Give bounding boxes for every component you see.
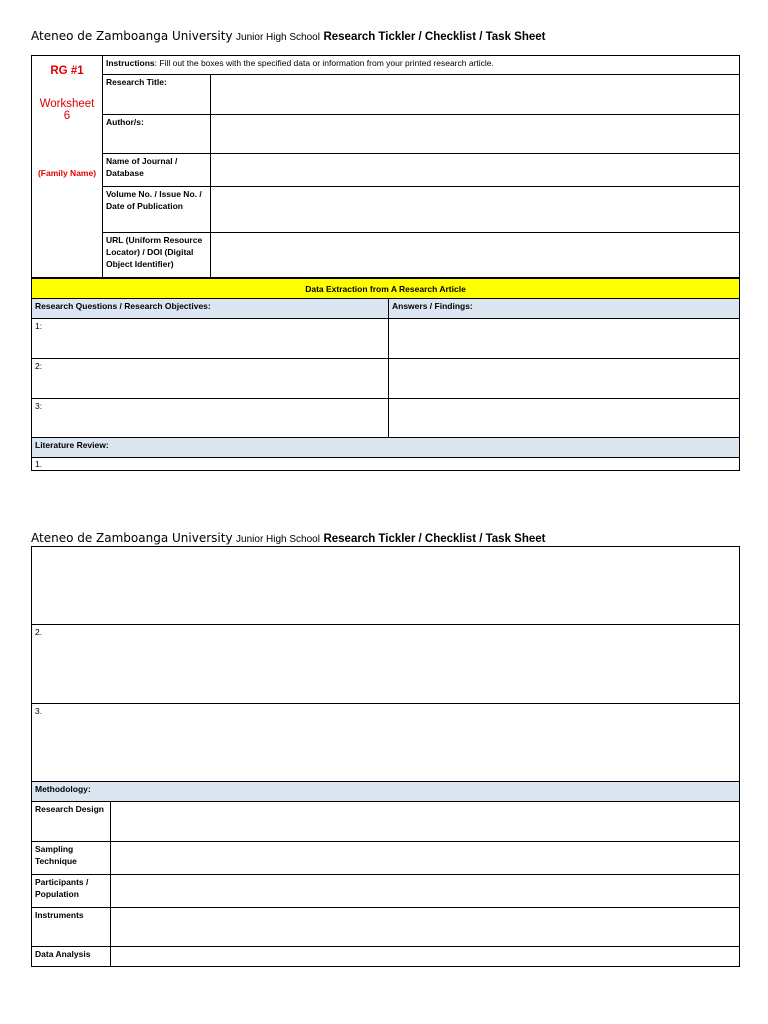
page2-header (31, 531, 545, 545)
col-header-answers: Answers / Findings: (389, 299, 740, 319)
university-name: Ateneo de Zamboanga University (31, 531, 233, 545)
answer-row-3[interactable] (389, 399, 740, 438)
method-label-research-design: Research Design (32, 802, 111, 842)
field-value-journal[interactable] (211, 154, 740, 187)
university-name: Ateneo de Zamboanga University (31, 29, 233, 43)
school-name: Junior High School (236, 534, 320, 545)
worksheet-label: Worksheet 6 (39, 98, 95, 122)
method-value-data-analysis[interactable] (111, 947, 740, 967)
question-row-2[interactable]: 2: (32, 359, 389, 399)
page2-table (31, 546, 740, 967)
field-label-url: URL (Uniform Resource Locator) / DOI (Digital Object Identifier) (103, 233, 211, 278)
method-value-sampling[interactable] (111, 842, 740, 875)
field-label-journal: Name of Journal / Database (103, 154, 211, 187)
id-cell (32, 56, 103, 278)
field-value-research-title[interactable] (211, 75, 740, 115)
school-name: Junior High School (236, 32, 320, 43)
rg-label: RG #1 (50, 65, 84, 77)
literature-item-3[interactable]: 3. (32, 704, 740, 782)
field-label-research-title: Research Title: (103, 75, 211, 115)
method-label-sampling: Sampling Technique (32, 842, 111, 875)
answer-row-1[interactable] (389, 319, 740, 359)
literature-item-1-continued[interactable] (32, 547, 740, 625)
literature-item-2[interactable]: 2. (32, 625, 740, 704)
instructions-text: : Fill out the boxes with the specified data or information from your printed research article. (154, 58, 494, 68)
method-value-participants[interactable] (111, 875, 740, 908)
literature-review-header: Literature Review: (32, 438, 740, 458)
instructions (103, 56, 740, 75)
question-row-1[interactable]: 1: (32, 319, 389, 359)
field-value-url[interactable] (211, 233, 740, 278)
article-info-table (31, 55, 740, 278)
field-label-authors: Author/s: (103, 115, 211, 154)
extraction-banner: Data Extraction from A Research Article (32, 279, 740, 299)
field-label-volume: Volume No. / Issue No. / Date of Publication (103, 187, 211, 233)
method-label-participants: Participants / Population (32, 875, 111, 908)
page1-header (31, 29, 545, 43)
sheet-title: Research Tickler / Checklist / Task Sheet (323, 31, 546, 43)
instructions-label: Instructions (106, 58, 155, 68)
sheet-title: Research Tickler / Checklist / Task Sheet (323, 533, 546, 545)
question-row-3[interactable]: 3: (32, 399, 389, 438)
methodology-header: Methodology: (32, 782, 740, 802)
data-extraction-table (31, 278, 740, 471)
answer-row-2[interactable] (389, 359, 740, 399)
field-value-volume[interactable] (211, 187, 740, 233)
method-value-research-design[interactable] (111, 802, 740, 842)
col-header-questions: Research Questions / Research Objectives: (32, 299, 389, 319)
literature-item-1[interactable]: 1. (32, 458, 740, 471)
method-value-instruments[interactable] (111, 908, 740, 947)
method-label-data-analysis: Data Analysis (32, 947, 111, 967)
field-value-authors[interactable] (211, 115, 740, 154)
method-label-instruments: Instruments (32, 908, 111, 947)
family-name-label: (Family Name) (37, 168, 97, 178)
